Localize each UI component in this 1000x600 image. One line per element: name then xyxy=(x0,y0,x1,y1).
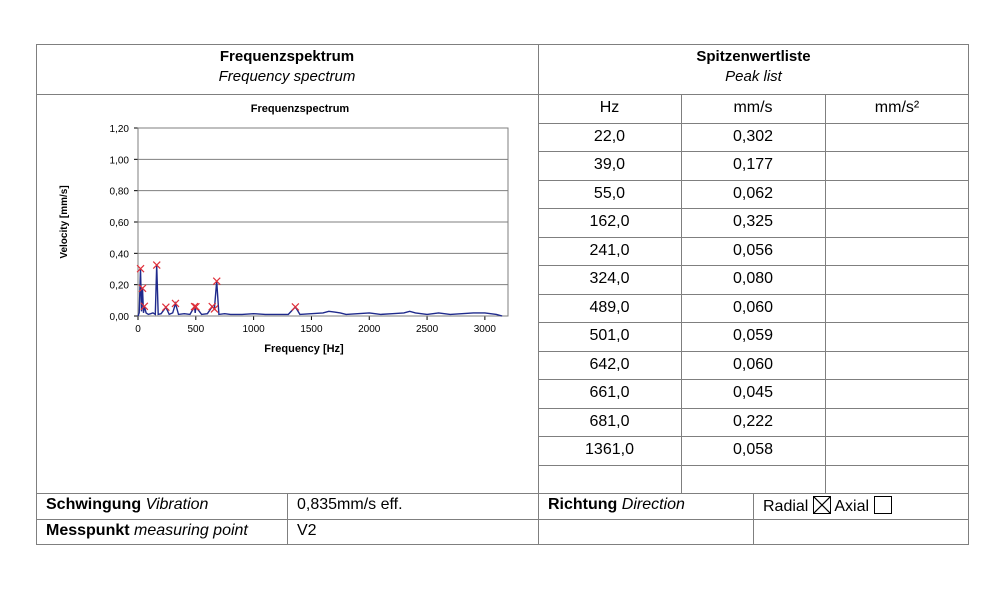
table-cell: 489,0 xyxy=(589,298,630,316)
table-cell: 241,0 xyxy=(589,241,630,259)
table-row-divider xyxy=(538,294,969,295)
y-tick-label: 0,00 xyxy=(109,312,129,323)
table-cell: 0,056 xyxy=(732,241,774,259)
table-cell: 324,0 xyxy=(589,270,630,287)
table-cell: 0,325 xyxy=(732,213,774,230)
direction-label-en: Direction xyxy=(621,496,685,513)
table-row-divider xyxy=(538,208,969,209)
table-cell: 0,060 xyxy=(732,298,774,316)
table-cell: 0,080 xyxy=(732,270,774,287)
x-tick-label: 2000 xyxy=(358,324,381,335)
table-cell: 0,222 xyxy=(732,412,774,430)
table-col-divider xyxy=(681,94,682,493)
x-tick-label: 0 xyxy=(135,324,141,335)
x-axis-ticks xyxy=(135,316,496,335)
table-row-divider xyxy=(538,322,969,323)
table-cell: 162,0 xyxy=(589,213,630,230)
x-tick-label: 500 xyxy=(187,324,205,335)
table-row-divider xyxy=(538,408,969,409)
table-cell: 55,0 xyxy=(593,184,626,202)
x-tick-label: 1500 xyxy=(300,324,323,335)
vibration-label-en: Vibration xyxy=(145,496,209,513)
divider-footer-2 xyxy=(538,493,539,545)
measuring-point-label-en: measuring point xyxy=(134,522,248,539)
divider-header-left xyxy=(36,94,538,95)
radial-label: Radial xyxy=(763,498,809,515)
table-cell: 661,0 xyxy=(589,384,630,401)
table-cell: 1361,0 xyxy=(585,441,634,458)
table-row-divider xyxy=(538,123,969,124)
divider-footer-mid xyxy=(36,519,969,520)
table-cell: 642,0 xyxy=(589,355,630,373)
table-cell: 0,059 xyxy=(732,327,774,344)
table-cell: 39,0 xyxy=(593,156,626,173)
spectrum-title: Frequenzspektrum xyxy=(219,48,355,65)
spectrum-subtitle: Frequency spectrum xyxy=(218,68,356,85)
y-axis-label: Velocity [mm/s] xyxy=(59,185,70,259)
table-cell: 0,058 xyxy=(732,441,774,458)
table-row-divider xyxy=(538,237,969,238)
table-row-divider xyxy=(538,265,969,266)
table-cell: 501,0 xyxy=(589,327,630,344)
table-cell: 0,177 xyxy=(732,156,774,173)
chart-grid xyxy=(138,159,508,284)
x-tick-label: 2500 xyxy=(415,324,439,335)
table-cell: 0,302 xyxy=(732,127,774,145)
divider-footer-3 xyxy=(753,493,754,545)
table-col-divider xyxy=(825,94,826,493)
y-tick-label: 0,80 xyxy=(109,186,129,198)
vibration-value: 0,835mm/s eff. xyxy=(297,496,403,513)
y-tick-label: 0,40 xyxy=(109,249,129,261)
table-row-divider xyxy=(538,436,969,437)
measuring-point-value: V2 xyxy=(297,522,317,539)
table-header-cell: mm/s xyxy=(733,99,773,116)
table-row-divider xyxy=(538,180,969,181)
spectrum-chart xyxy=(40,98,530,368)
y-tick-label: 0,60 xyxy=(109,218,129,229)
table-row-divider xyxy=(538,465,969,466)
peak-list-title: Spitzenwertliste xyxy=(696,48,811,65)
measuring-point-label xyxy=(46,522,248,540)
divider-footer-1 xyxy=(287,493,288,545)
direction-label-de: Richtung xyxy=(548,496,618,513)
table-cell: 0,045 xyxy=(732,384,774,401)
chart-title: Frequenzspectrum xyxy=(250,103,350,115)
table-row-divider xyxy=(538,151,969,152)
table-cell: 22,0 xyxy=(593,127,626,145)
axial-label: Axial xyxy=(834,498,870,515)
table-cell: 681,0 xyxy=(589,412,630,430)
table-row-divider xyxy=(538,379,969,380)
x-tick-label: 1000 xyxy=(242,324,265,335)
peak-marker xyxy=(292,303,299,310)
table-header-cell: mm/s² xyxy=(874,99,920,116)
table-cell: 0,062 xyxy=(732,184,774,202)
y-tick-label: 0,20 xyxy=(109,280,129,292)
x-tick-label: 3000 xyxy=(473,324,496,335)
vibration-label xyxy=(46,496,208,514)
radial-checkbox[interactable] xyxy=(813,496,831,514)
spectrum-header xyxy=(36,48,538,85)
y-tick-label: 1,20 xyxy=(109,124,129,135)
checkbox-cross-icon xyxy=(814,497,830,513)
divider-footer-top xyxy=(36,493,969,494)
direction-label xyxy=(548,496,685,514)
peak-list-header xyxy=(538,48,969,85)
measuring-point-label-de: Messpunkt xyxy=(46,522,130,539)
table-header-cell: Hz xyxy=(599,99,620,116)
peak-marker xyxy=(162,304,169,311)
x-axis-label: Frequency [Hz] xyxy=(264,343,344,355)
axial-checkbox[interactable] xyxy=(874,496,892,514)
peak-table xyxy=(538,94,969,493)
vibration-label-de: Schwingung xyxy=(46,496,142,513)
peak-list-subtitle: Peak list xyxy=(725,68,782,85)
y-tick-label: 1,00 xyxy=(109,155,129,167)
direction-options xyxy=(763,496,892,516)
table-row-divider xyxy=(538,351,969,352)
y-axis-ticks xyxy=(110,124,138,323)
table-cell: 0,060 xyxy=(732,355,774,373)
